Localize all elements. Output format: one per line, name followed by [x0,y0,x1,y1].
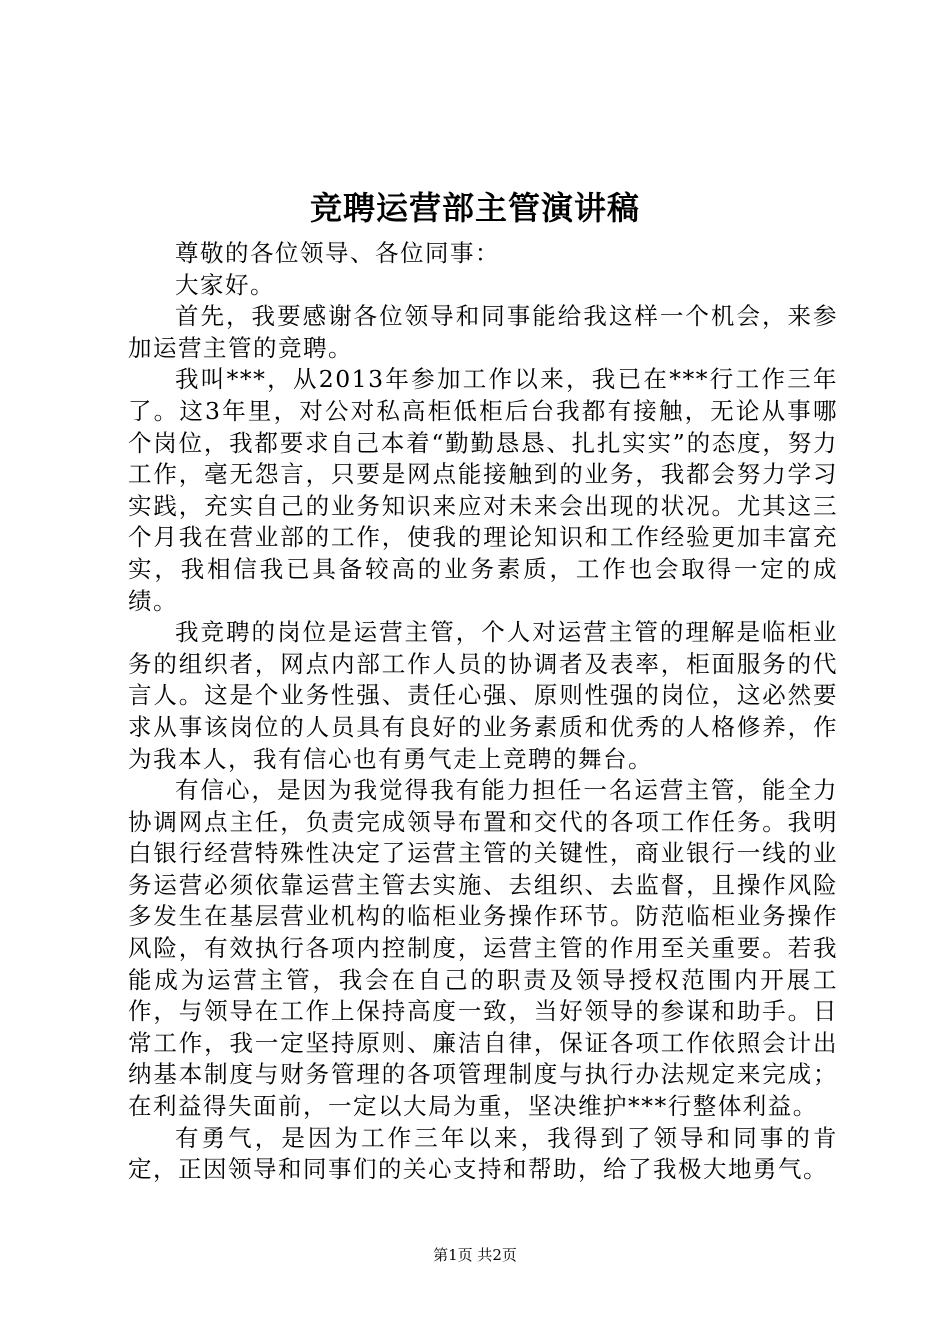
paragraph: 我叫***，从2013年参加工作以来，我已在***行工作三年了。这3年里，对公对私高柜低柜后台我都有接触，无论从事哪个岗位，我都要求自己本着“勤勤恳恳、扎扎实实”的态度，努力工作，毫无怨言，只要是网点能接触到的业务，我都会努力学习实践，充实自己的业务知识来应对未来会出现的状况。尤其这三个月我在营业部的工作，使我的理论知识和工作经验更加丰富充实，我相信我已具备较高的业务素质，工作也会取得一定的成绩。 [128,365,838,615]
paragraph: 有信心，是因为我觉得我有能力担任一名运营主管，能全力协调网点主任，负责完成领导布置和交代的各项工作任务。我明白银行经营特殊性决定了运营主管的关键性，商业银行一线的业务运营必须依靠运营主管去实施、去组织、去监督，且操作风险多发生在基层营业机构的临柜业务操作环节。防范临柜业务操作风险，有效执行各项内控制度，运营主管的作用至关重要。若我能成为运营主管，我会在自己的职责及领导授权范围内开展工作，与领导在工作上保持高度一致，当好领导的参谋和助手。日常工作，我一定坚持原则、廉洁自律，保证各项工作依照会计出纳基本制度与财务管理的各项管理制度与执行办法规定来完成；在利益得失面前，一定以大局为重，坚决维护***行整体利益。 [128,776,838,1121]
paragraph: 我竞聘的岗位是运营主管，个人对运营主管的理解是临柜业务的组织者，网点内部工作人员的协调者及表率，柜面服务的代言人。这是个业务性强、责任心强、原则性强的岗位，这必然要求从事该岗位的人员具有良好的业务素质和优秀的人格修养，作为我本人，我有信心也有勇气走上竞聘的舞台。 [128,618,838,773]
document-body [128,238,838,1186]
paragraph: 有勇气，是因为工作三年以来，我得到了领导和同事的肯定，正因领导和同事们的关心支持和帮助，给了我极大地勇气。 [128,1123,838,1184]
salutation: 尊敬的各位领导、各位同事： [175,239,500,267]
document-title: 竞聘运营部主管演讲稿 [309,189,640,227]
paragraph: 首先，我要感谢各位领导和同事能给我这样一个机会，来参加运营主管的竞聘。 [128,302,838,362]
page-number-footer: 第1页 共2页 [433,1246,517,1264]
greeting: 大家好。 [175,270,275,299]
